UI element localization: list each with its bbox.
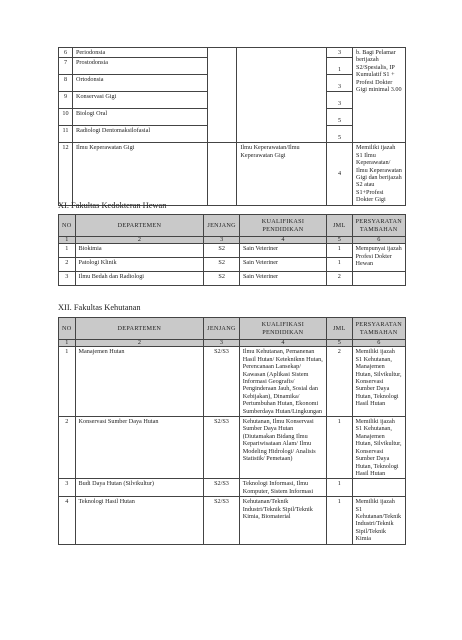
col-header-req: PERSYARATAN TAMBAHAN (352, 318, 405, 340)
col-header-qual: KUALIFIKASI PENDIDIKAN (239, 215, 326, 237)
col-header-jml: JML (327, 318, 353, 340)
col-header-level: JENJANG (204, 215, 240, 237)
col-header-req: PERSYARATAN TAMBAHAN (352, 215, 405, 237)
table-row: 8 Ortodonsia 3 (59, 75, 406, 92)
table-row: 4 Teknologi Hasil Hutan S2/S3 Kehutanan/Teknik Industri/Teknik Sipil/Teknik Kimia, Biomaterial 1 Memiliki ijazah S1 Kehutanan/Teknik Industri/Teknik Sipil/Teknik Kimia (59, 497, 406, 544)
col-header-no: NO (59, 215, 76, 237)
col-header-level: JENJANG (204, 318, 240, 340)
table-row: 1 Biokimia S2 Sain Veteriner 1 Mempunyai ijazah Profesi Dokter Hewan (59, 244, 406, 258)
col-header-dept: DEPARTEMEN (75, 215, 204, 237)
col-header-no: NO (59, 318, 76, 340)
table-row: 10 Biologi Oral 5 (59, 109, 406, 126)
table-row: 12 Ilmu Keperawatan Gigi Ilmu Keperawatan/Ilmu Keperawatan Gigi 4 Memiliki ijazah S1 Ilmu Keperawatan/ Ilmu Keperawatan Gigi dan berijazah S2 atau S1+Profesi Dokter Gigi (59, 143, 406, 205)
table-row: 2 Konservasi Sumber Daya Hutan S2/S3 Kehutanan, Ilmu Konservasi Sumber Daya Hutan (Diutamakan Bidang Ilmu Kepariwisataan Alam/ Ilmu Modeling Hidrologi/ Analisis Statistik/ Pemetaan) 1 Memiliki ijazah S1 Kehutanan, Manajemen Hutan, Silvikultur, Konservasi Sumber Daya Hutan, Teknologi Hasil Hutan (59, 417, 406, 479)
col-header-qual: KUALIFIKASI PENDIDIKAN (239, 318, 326, 340)
col-header-jml: JML (326, 215, 352, 237)
table-row: 2 Patologi Klinik S2 Sain Veteriner 1 (59, 258, 406, 272)
table-row: 6 Periodonsia 3 b. Bagi Pelamar berijazah S2/Spesialis, IP Kumulatif S1 + Profesi Dokter Gigi minimal 3.00 (59, 48, 406, 58)
table-row: 1 Manajemen Hutan S2/S3 Ilmu Kehutanan, Pemanenan Hasil Hutan/ Ketekniknn Hutan, Perencanaan Lansekap/ Kawasan (Aplikasi Sistem Informasi Geografis/ Penginderaan Jauh, Sosial dan Kebijakan), Dinamika/ Pertumbuhan Hutan, Ekonomi Sumberdaya Hutan/Lingkungan 2 Memiliki ijazah S1 Kehutanan, Manajemen Hutan, Silvikultur, Konservasi Sumber Daya Hutan, Teknologi Hasil Hutan (59, 347, 406, 417)
fkh-table: NO DEPARTEMEN JENJANG KUALIFIKASI PENDIDIKAN JML PERSYARATAN TAMBAHAN 1 2 3 4 5 6 1 Biokimia S2 Sain Veteriner 1 Mempunyai ijazah Profesi Dokter Hewan 2 Patologi Klinik S2 Sain Veteriner 1 3 Ilmu Bedah dan Radiologi S2 Sain Veteriner 2 (58, 214, 406, 286)
section-title-fkh: XI. Fakultas Kedokteran Hewan (58, 201, 167, 210)
requirement-cell: b. Bagi Pelamar berijazah S2/Spesialis, IP Kumulatif S1 + Profesi Dokter Gigi minimal 3.00 (353, 48, 406, 126)
table-row: 3 Ilmu Bedah dan Radiologi S2 Sain Veteriner 2 (59, 272, 406, 286)
table-row: 11 Radiologi Dentomaksilofasial 5 (59, 126, 406, 143)
section-title-fkt: XII. Fakultas Kehutanan (58, 303, 141, 312)
table-row: 9 Konservasi Gigi 3 (59, 92, 406, 109)
table-row: 7 Prostodonsia 1 (59, 58, 406, 75)
fkt-table: NO DEPARTEMEN JENJANG KUALIFIKASI PENDIDIKAN JML PERSYARATAN TAMBAHAN 1 2 3 4 5 6 1 Manajemen Hutan S2/S3 Ilmu Kehutanan, Pemanenan Hasil Hutan/ Ketekniknn Hutan, Perencanaan Lansekap/ Kawasan (Aplikasi Sistem Informasi Geografis/ Penginderaan Jauh, Sosial dan Kebijakan), Dinamika/ Pertumbuhan Hutan, Ekonomi Sumberdaya Hutan/Lingkungan 2 Memiliki ijazah S1 Kehutanan, Manajemen Hutan, Silvikultur, Konservasi Sumber Daya Hutan, Teknologi Hasil Hutan 2 Konservasi Sumber Daya Hutan S2/S3 Kehutanan, Ilmu Konservasi Sumber Daya Hutan (Diutamakan Bidang Ilmu Kepariwisataan Alam/ Ilmu Modeling Hidrologi/ Analisis Statistik/ Pemetaan) 1 Memiliki ijazah S1 Kehutanan, Manajemen Hutan, Silvikultur, Konservasi Sumber Daya Hutan, Teknologi Hasil Hutan 3 Budi Daya Hutan (Silvikultur) S2/S3 Teknologi Informasi, Ilmu Komputer, Sistem Informasi 1 4 Teknologi Hasil Hutan S2/S3 Kehutanan/Teknik Industri/Teknik Sipil/Teknik Kimia, Biomaterial 1 Memiliki ijazah S1 Kehutanan/Teknik Industri/Teknik Sipil/Teknik Kimia (58, 317, 406, 545)
top-table (58, 47, 406, 206)
col-header-dept: DEPARTEMEN (75, 318, 204, 340)
table-row: 3 Budi Daya Hutan (Silvikultur) S2/S3 Teknologi Informasi, Ilmu Komputer, Sistem Informasi 1 (59, 479, 406, 497)
